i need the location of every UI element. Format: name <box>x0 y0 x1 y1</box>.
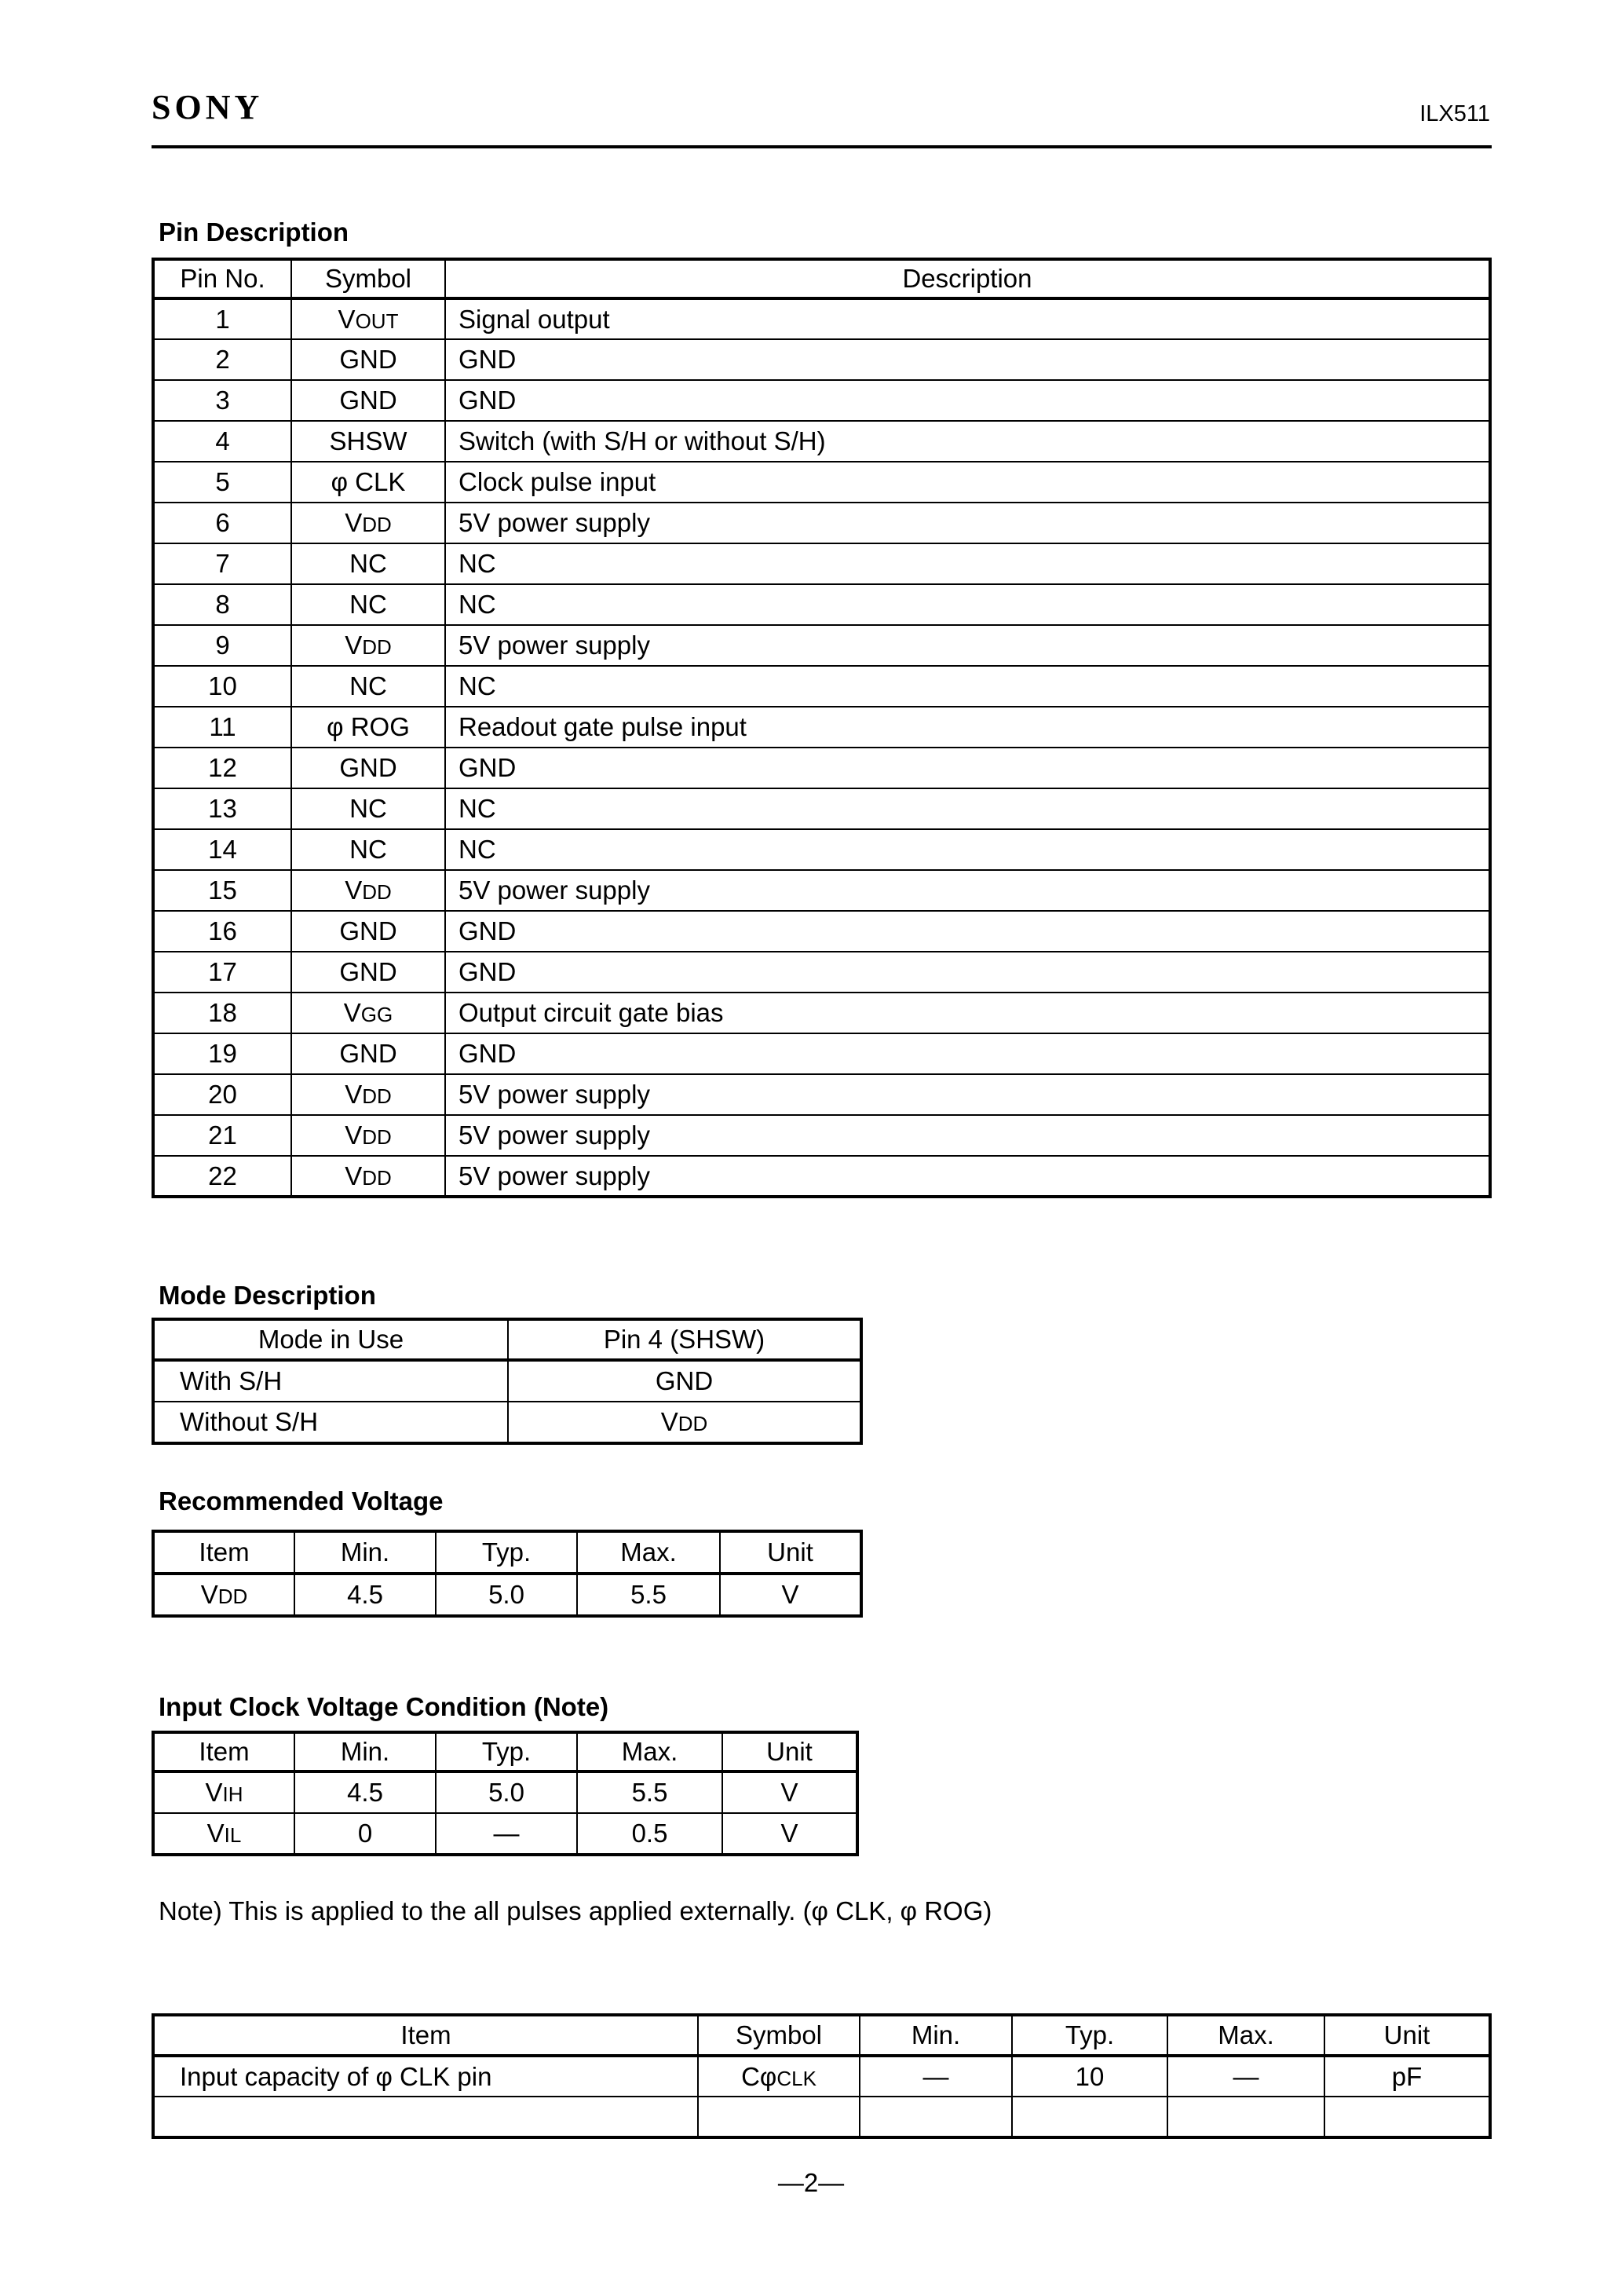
empty-row <box>153 2097 1490 2137</box>
table-row <box>153 993 1490 1033</box>
col-typ: Typ. <box>1012 2015 1167 2056</box>
pin-number: 20 <box>153 1074 291 1115</box>
pin-desc: 5V power supply <box>445 625 1490 666</box>
symbol <box>339 345 396 375</box>
symbol-cell <box>153 1771 294 1813</box>
pin-description-table <box>152 258 1492 1198</box>
col-item: Item <box>153 1732 294 1771</box>
symbol <box>338 305 399 335</box>
pin-number: 19 <box>153 1033 291 1074</box>
symbol <box>344 998 393 1028</box>
pin-desc: 5V power supply <box>445 1156 1490 1197</box>
table-row <box>153 1360 861 1402</box>
empty-cell <box>860 2097 1012 2137</box>
symbol <box>339 916 396 946</box>
table-row <box>153 421 1490 462</box>
symbol <box>345 876 392 905</box>
max-value: — <box>1167 2056 1324 2097</box>
symbol <box>339 753 396 783</box>
symbol-subscript: DD <box>362 1084 392 1108</box>
empty-cell <box>698 2097 860 2137</box>
symbol-subscript: GG <box>360 1003 393 1026</box>
symbol-main: NC <box>349 671 387 700</box>
page-number: —2— <box>777 2168 845 2197</box>
symbol-cell <box>291 666 445 707</box>
min-value: — <box>860 2056 1012 2097</box>
symbol-main: φ ROG <box>327 712 410 741</box>
header-rule <box>152 145 1492 148</box>
table-row <box>153 380 1490 421</box>
col-typ: Typ. <box>436 1531 577 1574</box>
pin-number: 18 <box>153 993 291 1033</box>
symbol <box>345 508 392 538</box>
pin-number: 9 <box>153 625 291 666</box>
col-mode-in-use: Mode in Use <box>153 1319 508 1360</box>
pin-number: 21 <box>153 1115 291 1156</box>
pin-number: 10 <box>153 666 291 707</box>
unit-value: pF <box>1324 2056 1490 2097</box>
table-row <box>153 462 1490 503</box>
unit-value: V <box>722 1813 857 1855</box>
typ-value: 5.0 <box>436 1771 577 1813</box>
symbol-cell <box>291 543 445 584</box>
symbol-subscript: IH <box>222 1782 243 1806</box>
table-row <box>153 829 1490 870</box>
table-row <box>153 1156 1490 1197</box>
unit-value: V <box>720 1574 861 1616</box>
document-number: ILX511 <box>1419 101 1490 126</box>
table-row <box>153 666 1490 707</box>
col-unit: Unit <box>1324 2015 1490 2056</box>
pin-desc: Output circuit gate bias <box>445 993 1490 1033</box>
symbol <box>330 426 407 456</box>
sony-logo: SONY <box>152 88 264 126</box>
table-row <box>153 952 1490 993</box>
col-description: Description <box>445 259 1490 298</box>
symbol-main: φ CLK <box>331 467 406 496</box>
symbol-main: V <box>345 1121 363 1150</box>
input-capacity-table <box>152 2013 1492 2139</box>
pin-number: 17 <box>153 952 291 993</box>
table-row <box>153 503 1490 543</box>
empty-cell <box>1324 2097 1490 2137</box>
table-row <box>153 870 1490 911</box>
symbol-subscript: CLK <box>776 2066 816 2090</box>
pin-desc: GND <box>445 911 1490 952</box>
symbol-cell <box>291 1033 445 1074</box>
symbol <box>661 1407 708 1437</box>
col-min: Min. <box>294 1531 436 1574</box>
table-row <box>153 339 1490 380</box>
pin-desc: Signal output <box>445 298 1490 339</box>
symbol-subscript: DD <box>217 1585 248 1608</box>
col-item: Item <box>153 1531 294 1574</box>
symbol <box>349 794 387 824</box>
symbol-main: GND <box>339 957 397 986</box>
col-unit: Unit <box>720 1531 861 1574</box>
symbol-cell <box>291 748 445 788</box>
symbol-main: V <box>345 508 363 537</box>
symbol <box>345 1080 392 1110</box>
symbol-cell <box>291 788 445 829</box>
col-unit: Unit <box>722 1732 857 1771</box>
empty-cell <box>153 2097 698 2137</box>
table-row <box>153 584 1490 625</box>
col-max: Max. <box>1167 2015 1324 2056</box>
symbol-main: V <box>345 1080 363 1109</box>
symbol-subscript: OUT <box>355 309 399 333</box>
symbol <box>349 549 387 579</box>
symbol <box>349 590 387 620</box>
pin-description-title: Pin Description <box>159 218 349 247</box>
symbol-main: V <box>345 1161 363 1190</box>
col-pin4-shsw: Pin 4 (SHSW) <box>508 1319 861 1360</box>
pin-desc: Clock pulse input <box>445 462 1490 503</box>
pin-desc: GND <box>445 380 1490 421</box>
pin-number: 5 <box>153 462 291 503</box>
pin-number: 8 <box>153 584 291 625</box>
pin-desc: 5V power supply <box>445 870 1490 911</box>
table-row <box>153 625 1490 666</box>
symbol-main: V <box>205 1778 223 1807</box>
symbol-subscript: DD <box>362 1125 392 1149</box>
max-value: 5.5 <box>577 1771 722 1813</box>
symbol-main: NC <box>349 590 387 619</box>
pin-number: 4 <box>153 421 291 462</box>
pin-desc: 5V power supply <box>445 503 1490 543</box>
symbol-main: GND <box>339 386 397 415</box>
pin-number: 2 <box>153 339 291 380</box>
symbol-cell <box>153 1813 294 1855</box>
symbol-cell <box>291 1156 445 1197</box>
table-row <box>153 788 1490 829</box>
pin-number: 14 <box>153 829 291 870</box>
symbol-cell <box>508 1402 861 1443</box>
symbol-cell <box>291 462 445 503</box>
symbol-cell <box>291 503 445 543</box>
symbol-cell <box>291 339 445 380</box>
recommended-voltage-title: Recommended Voltage <box>159 1486 444 1515</box>
symbol <box>331 467 406 497</box>
symbol <box>345 1121 392 1150</box>
col-max: Max. <box>577 1531 720 1574</box>
symbol-cell <box>291 952 445 993</box>
symbol <box>201 1580 248 1610</box>
pin-desc: GND <box>445 952 1490 993</box>
symbol-subscript: DD <box>362 513 392 536</box>
mode-name: Without S/H <box>153 1402 508 1443</box>
empty-cell <box>1167 2097 1324 2137</box>
input-clock-table <box>152 1731 859 1856</box>
pin-number: 7 <box>153 543 291 584</box>
table-row <box>153 748 1490 788</box>
symbol-main: GND <box>339 753 397 782</box>
symbol-main: SHSW <box>329 426 407 455</box>
table-row <box>153 707 1490 748</box>
recommended-voltage-table <box>152 1530 863 1618</box>
pin-number: 6 <box>153 503 291 543</box>
table-row <box>153 1574 861 1616</box>
symbol-cell <box>291 911 445 952</box>
pin-desc: Readout gate pulse input <box>445 707 1490 748</box>
table-row <box>153 2056 1490 2097</box>
symbol <box>349 835 387 865</box>
pin-desc: NC <box>445 829 1490 870</box>
input-clock-title: Input Clock Voltage Condition (Note) <box>159 1692 609 1721</box>
col-max: Max. <box>577 1732 722 1771</box>
table-row <box>153 911 1490 952</box>
col-item: Item <box>153 2015 698 2056</box>
col-typ: Typ. <box>436 1732 577 1771</box>
symbol-main: NC <box>349 549 387 578</box>
symbol-cell <box>291 380 445 421</box>
typ-value: — <box>436 1813 577 1855</box>
symbol <box>345 631 392 660</box>
symbol-cell <box>291 829 445 870</box>
table-row <box>153 1402 861 1443</box>
col-min: Min. <box>860 2015 1012 2056</box>
table-row <box>153 1115 1490 1156</box>
symbol <box>741 2062 816 2092</box>
mode-name: With S/H <box>153 1360 508 1402</box>
typ-value: 5.0 <box>436 1574 577 1616</box>
mode-description-title: Mode Description <box>159 1281 376 1310</box>
min-value: 0 <box>294 1813 436 1855</box>
symbol-main: V <box>343 998 361 1027</box>
symbol-cell <box>291 421 445 462</box>
pin-number: 15 <box>153 870 291 911</box>
min-value: 4.5 <box>294 1574 436 1616</box>
symbol-main: GND <box>655 1366 714 1395</box>
mode-description-table <box>152 1318 863 1445</box>
symbol-main: V <box>206 1819 225 1848</box>
col-symbol: Symbol <box>291 259 445 298</box>
pin-desc: GND <box>445 748 1490 788</box>
item-name: Input capacity of φ CLK pin <box>153 2056 698 2097</box>
symbol <box>339 1039 396 1069</box>
symbol-main: GND <box>339 345 397 374</box>
pin-number: 13 <box>153 788 291 829</box>
pulse-note: Note) This is applied to the all pulses applied externally. (φ CLK, φ ROG) <box>159 1896 992 1925</box>
symbol-main: V <box>200 1580 218 1609</box>
symbol-main: GND <box>339 1039 397 1068</box>
symbol-cell <box>291 1115 445 1156</box>
symbol-main: NC <box>349 835 387 864</box>
pin-desc: NC <box>445 666 1490 707</box>
pin-desc: GND <box>445 1033 1490 1074</box>
symbol-subscript: DD <box>362 635 392 659</box>
pin-desc: NC <box>445 788 1490 829</box>
symbol <box>205 1778 243 1808</box>
pin-desc: NC <box>445 584 1490 625</box>
symbol <box>327 712 410 742</box>
pin-number: 22 <box>153 1156 291 1197</box>
symbol-subscript: IL <box>224 1823 242 1847</box>
symbol-cell <box>291 625 445 666</box>
symbol-main: V <box>345 631 363 660</box>
symbol-subscript: DD <box>362 880 392 904</box>
symbol <box>656 1366 713 1396</box>
symbol <box>345 1161 392 1191</box>
max-value: 5.5 <box>577 1574 720 1616</box>
symbol-main: NC <box>349 794 387 823</box>
pin-number: 1 <box>153 298 291 339</box>
table-row <box>153 298 1490 339</box>
empty-cell <box>1012 2097 1167 2137</box>
symbol-subscript: DD <box>362 1165 392 1190</box>
pin-desc: NC <box>445 543 1490 584</box>
max-value: 0.5 <box>577 1813 722 1855</box>
symbol-cell <box>291 298 445 339</box>
symbol-cell <box>291 1074 445 1115</box>
symbol-main: V <box>660 1407 678 1436</box>
pin-number: 3 <box>153 380 291 421</box>
table-row <box>153 1813 857 1855</box>
symbol <box>339 957 396 987</box>
table-row <box>153 1033 1490 1074</box>
symbol-cell <box>153 1574 294 1616</box>
table-row <box>153 543 1490 584</box>
pin-desc: Switch (with S/H or without S/H) <box>445 421 1490 462</box>
symbol-main: Cφ <box>741 2061 777 2091</box>
symbol-cell <box>508 1360 861 1402</box>
symbol-subscript: DD <box>678 1412 708 1435</box>
pin-number: 12 <box>153 748 291 788</box>
symbol-cell <box>291 707 445 748</box>
symbol <box>349 671 387 701</box>
symbol-cell <box>698 2056 860 2097</box>
pin-number: 16 <box>153 911 291 952</box>
table-row <box>153 1771 857 1813</box>
symbol-main: V <box>338 304 356 334</box>
symbol <box>207 1819 242 1848</box>
pin-desc: 5V power supply <box>445 1074 1490 1115</box>
col-symbol: Symbol <box>698 2015 860 2056</box>
unit-value: V <box>722 1771 857 1813</box>
symbol-main: V <box>345 876 363 905</box>
pin-number: 11 <box>153 707 291 748</box>
pin-desc: GND <box>445 339 1490 380</box>
table-row <box>153 1074 1490 1115</box>
symbol-cell <box>291 870 445 911</box>
symbol-main: GND <box>339 916 397 945</box>
symbol-cell <box>291 584 445 625</box>
symbol-cell <box>291 993 445 1033</box>
pin-desc: 5V power supply <box>445 1115 1490 1156</box>
symbol <box>339 386 396 415</box>
min-value: 4.5 <box>294 1771 436 1813</box>
col-pin-no: Pin No. <box>153 259 291 298</box>
typ-value: 10 <box>1012 2056 1167 2097</box>
col-min: Min. <box>294 1732 436 1771</box>
